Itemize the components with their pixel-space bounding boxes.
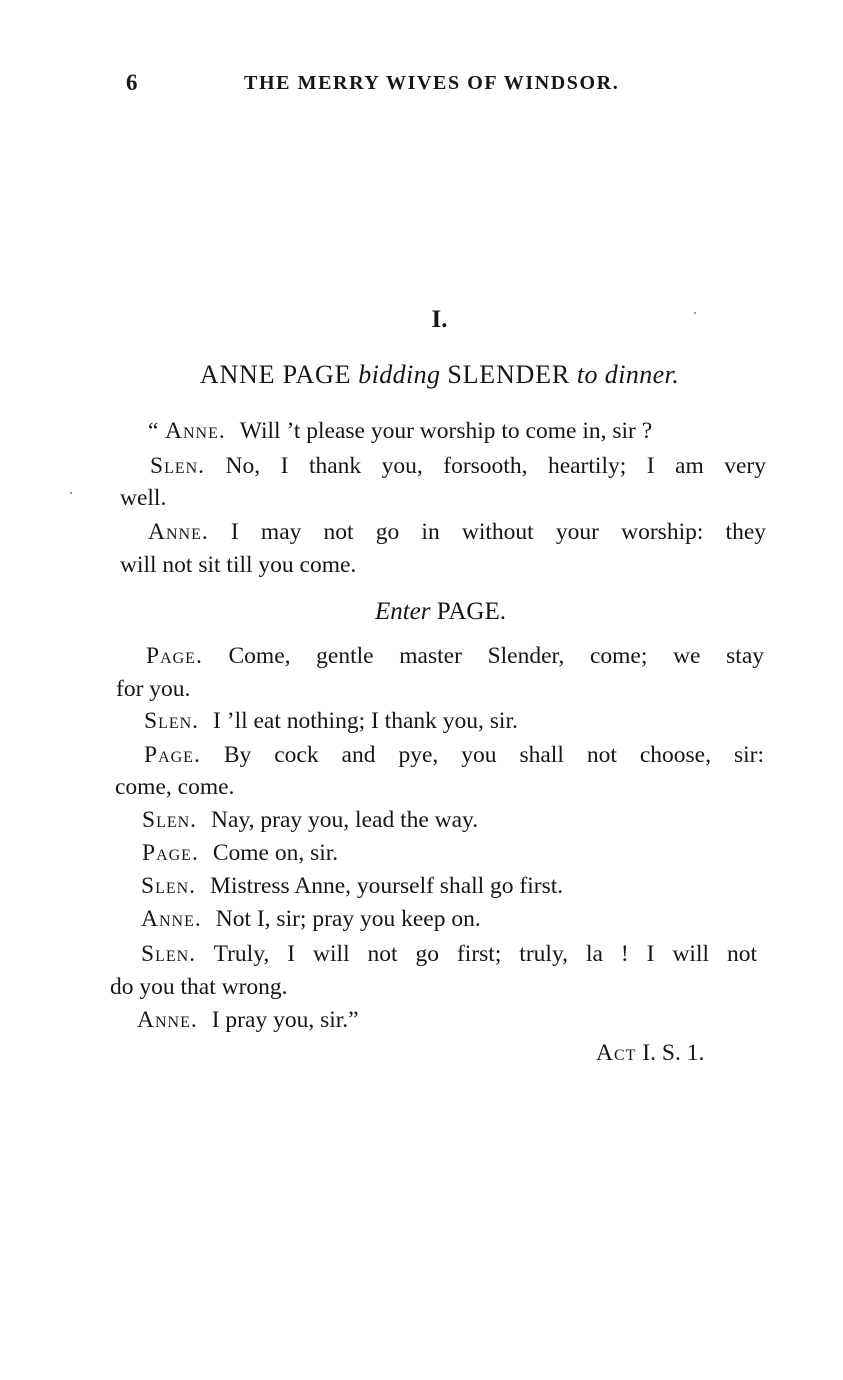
citation-act: Act [596, 1040, 637, 1066]
speech-line [137, 1003, 359, 1037]
speech-text: Come on, sir. [212, 840, 339, 866]
speech-line [148, 414, 652, 448]
heading-word: bidding [358, 360, 441, 389]
act-scene-citation [596, 1036, 704, 1070]
speech-line [141, 937, 757, 971]
speech-line [142, 836, 338, 870]
speech-line [141, 869, 563, 903]
speech-continuation: for you. [116, 676, 191, 702]
speech-continuation: well. [120, 485, 167, 511]
speech-text: I may not go in without your worship: they [230, 519, 767, 545]
speech-line [146, 639, 764, 673]
speech-text: Nay, pray you, lead the way. [211, 807, 479, 833]
speech-text: Mistress Anne, yourself shall go first. [210, 873, 564, 899]
speaker-name: Anne. [141, 906, 202, 932]
section-number: I. [431, 306, 448, 333]
page-number: 6 [126, 70, 138, 95]
speech-line [150, 449, 766, 483]
speech-text: I ’ll eat nothing; I thank you, sir. [213, 708, 518, 734]
speech-line [148, 515, 766, 549]
speaker-name: Page. [142, 840, 199, 866]
scene-heading [0, 356, 843, 394]
speech-line [144, 738, 764, 772]
speech-line [141, 902, 481, 936]
stage-verb: Enter [374, 598, 431, 625]
book-title: THE MERRY WIVES OF WINDSOR. [244, 72, 620, 94]
heading-word: to dinner. [576, 360, 680, 389]
speech-text: Not I, sir; pray you keep on. [215, 906, 481, 932]
heading-character-anne-page: ANNE PAGE [199, 360, 352, 389]
speech-continuation: do you that wrong. [110, 974, 288, 1000]
speaker-name: Slen. [141, 873, 197, 899]
speaker-name: Slen. [142, 807, 198, 833]
stage-character: PAGE. [436, 598, 507, 625]
speech-text: I pray you, sir.” [211, 1007, 359, 1033]
running-head [0, 66, 843, 100]
speech-text: Come, gentle master Slender, come; we stay [228, 643, 764, 669]
speaker-name: “ Anne. [148, 418, 226, 444]
stage-direction [0, 594, 843, 630]
speaker-name: Slen. [150, 453, 206, 479]
speaker-name: Anne. [148, 519, 209, 545]
citation-reference: I. S. 1. [642, 1040, 705, 1066]
speech-text: By cock and pye, you shall not choose, sir: [223, 742, 764, 768]
speech-continuation: come, come. [115, 774, 235, 800]
speaker-name: Slen. [144, 708, 200, 734]
speech-text: No, I thank you, forsooth, heartily; I am very [225, 453, 767, 479]
speaker-name: Page. [144, 742, 201, 768]
speech-continuation: will not sit till you come. [120, 552, 357, 578]
speaker-name: Page. [146, 643, 203, 669]
heading-character-slender: SLENDER [447, 360, 570, 389]
speech-text: Will ’t please your worship to come in, sir ? [239, 418, 653, 444]
speaker-name: Slen. [141, 941, 197, 967]
speech-text: Truly, I will not go first; truly, la ! I will not [213, 941, 757, 967]
speech-line [144, 704, 518, 738]
print-speck [70, 492, 72, 494]
speech-line [142, 803, 478, 837]
speaker-name: Anne. [137, 1007, 198, 1033]
